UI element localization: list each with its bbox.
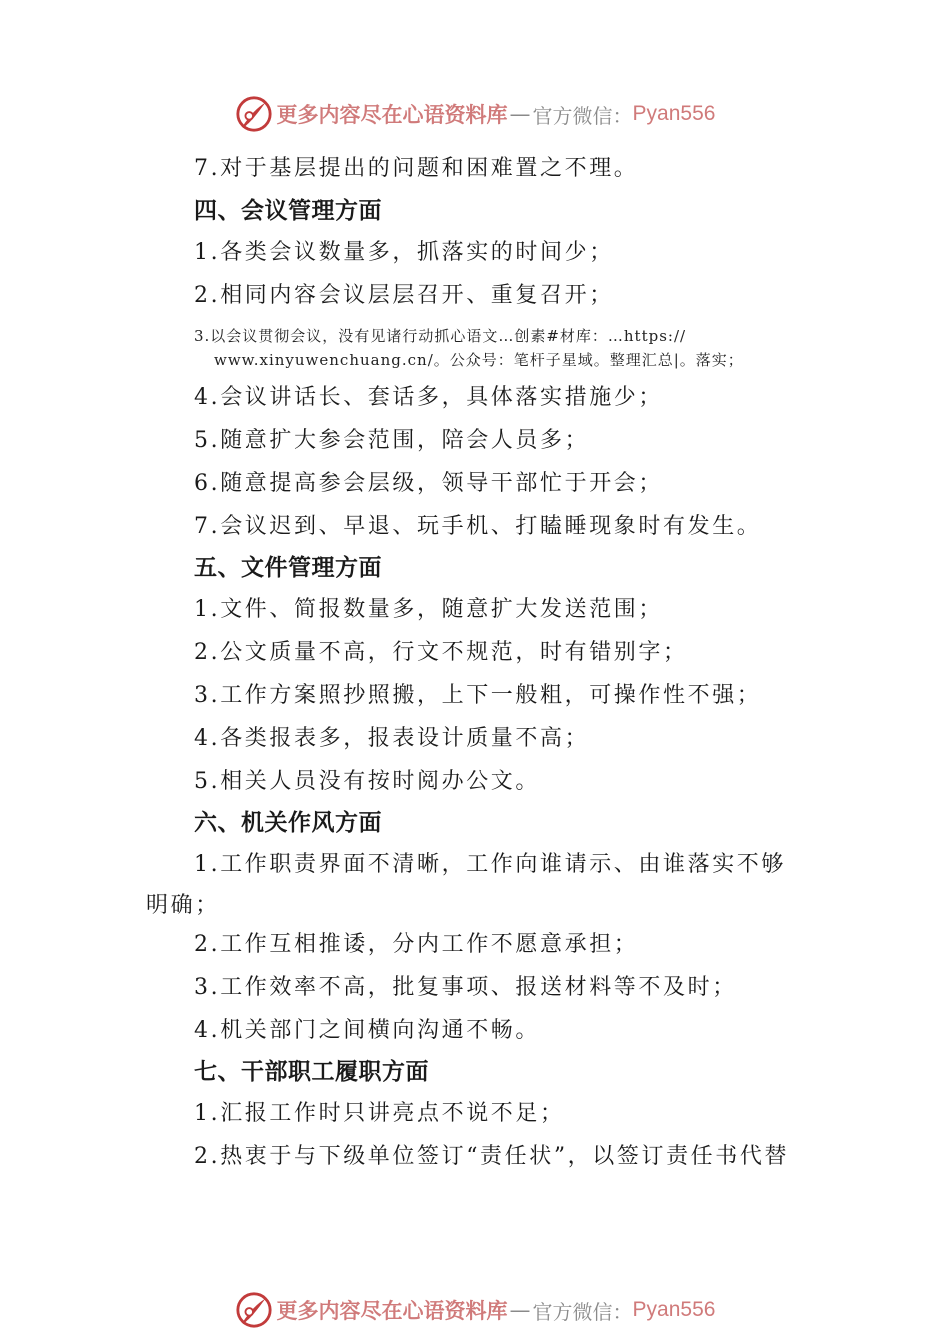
list-item: 5.相关人员没有按时阅办公文。 [194, 769, 540, 794]
section-heading: 五、文件管理方面 [194, 555, 382, 581]
list-item: 7.会议迟到、早退、玩手机、打瞌睡现象时有发生。 [194, 514, 762, 539]
section-heading: 六、机关作风方面 [194, 810, 382, 836]
section-heading: 四、会议管理方面 [194, 198, 382, 224]
banner-main-text: 更多内容尽在心语资料库 [276, 1298, 508, 1323]
banner-separator: — [509, 102, 531, 126]
list-item: 3.工作效率不高，批复事项、报送材料等不及时； [194, 975, 737, 1000]
list-item: 4.各类报表多，报表设计质量不高； [194, 726, 590, 751]
list-item: 1.汇报工作时只讲亮点不说不足； [194, 1101, 565, 1126]
list-item: 2.公文质量不高，行文不规范，时有错别字； [194, 640, 688, 665]
list-item: 7.对于基层提出的问题和困难置之不理。 [194, 156, 639, 181]
banner-wechat-id: Pyan556 [632, 102, 716, 125]
list-item-watermarked-line-2: www.xinyuwenchuang.cn/。公众号：笔杆子星域。整理汇总|。落实； [214, 351, 744, 369]
banner-separator: — [509, 1298, 531, 1322]
section-heading: 七、干部职工履职方面 [194, 1059, 429, 1085]
list-item: 2.相同内容会议层层召开、重复召开； [194, 283, 614, 308]
list-item: 4.会议讲话长、套话多，具体落实措施少； [194, 385, 663, 410]
quill-pen-logo-icon [235, 95, 273, 133]
list-item: 2.热衷于与下级单位签订“责任状”，以签订责任书代替 [194, 1144, 790, 1169]
header-banner [0, 94, 950, 134]
list-item: 6.随意提高参会层级，领导干部忙于开会； [194, 471, 663, 496]
quill-pen-logo-icon [235, 1291, 273, 1329]
list-item: 3.工作方案照抄照搬，上下一般粗，可操作性不强； [194, 683, 762, 708]
list-item-continuation: 明确； [146, 893, 220, 918]
footer-banner [0, 1290, 950, 1330]
banner-label: 官方微信： [532, 1299, 633, 1324]
list-item: 1.工作职责界面不清晰，工作向谁请示、由谁落实不够 [194, 852, 786, 877]
list-item: 1.文件、简报数量多，随意扩大发送范围； [194, 597, 663, 622]
list-item: 1.各类会议数量多，抓落实的时间少； [194, 240, 614, 265]
banner-main-text: 更多内容尽在心语资料库 [276, 102, 508, 127]
list-item-watermarked-line-1: 3.以会议贯彻会议，没有见诸行动抓心语文…创素#材库：…https:// [194, 327, 687, 345]
list-item: 4.机关部门之间横向沟通不畅。 [194, 1018, 540, 1043]
banner-wechat-id: Pyan556 [632, 1298, 716, 1321]
list-item: 2.工作互相推诿，分内工作不愿意承担； [194, 932, 639, 957]
banner-label: 官方微信： [532, 103, 633, 128]
list-item: 5.随意扩大参会范围，陪会人员多； [194, 428, 590, 453]
